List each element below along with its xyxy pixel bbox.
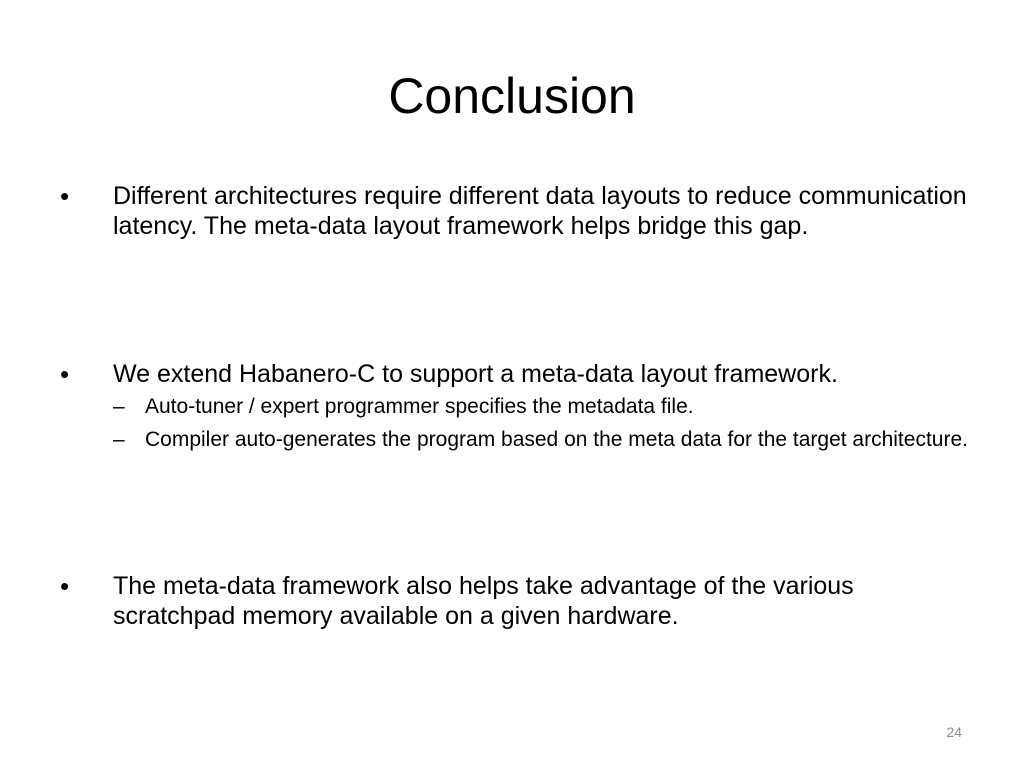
bullet-marker: • (60, 571, 70, 601)
sub-marker: – (113, 428, 125, 451)
page-number: 24 (946, 724, 962, 740)
bullet-item (60, 359, 970, 459)
bullet-text: The meta-data framework also helps take advantage of the various scratchpad memory available on a given hardware. (113, 572, 854, 630)
bullet-marker: • (60, 181, 70, 211)
sub-item (113, 426, 970, 453)
sub-list (113, 393, 970, 453)
sub-item-text: Compiler auto-generates the program based on the meta data for the target architecture. (145, 428, 968, 451)
sub-item (113, 393, 970, 420)
bullet-marker: • (60, 359, 70, 389)
sub-marker: – (113, 395, 125, 418)
bullet-item (60, 571, 970, 631)
bullet-text: Different architectures require different data layouts to reduce communication latency. The meta-data layout framework helps bridge this gap. (113, 182, 967, 240)
slide-title: Conclusion (388, 68, 636, 124)
bullet-item (60, 181, 970, 241)
bullet-text: We extend Habanero-C to support a meta-data layout framework. (113, 360, 838, 388)
sub-item-text: Auto-tuner / expert programmer specifies the metadata file. (145, 395, 694, 418)
